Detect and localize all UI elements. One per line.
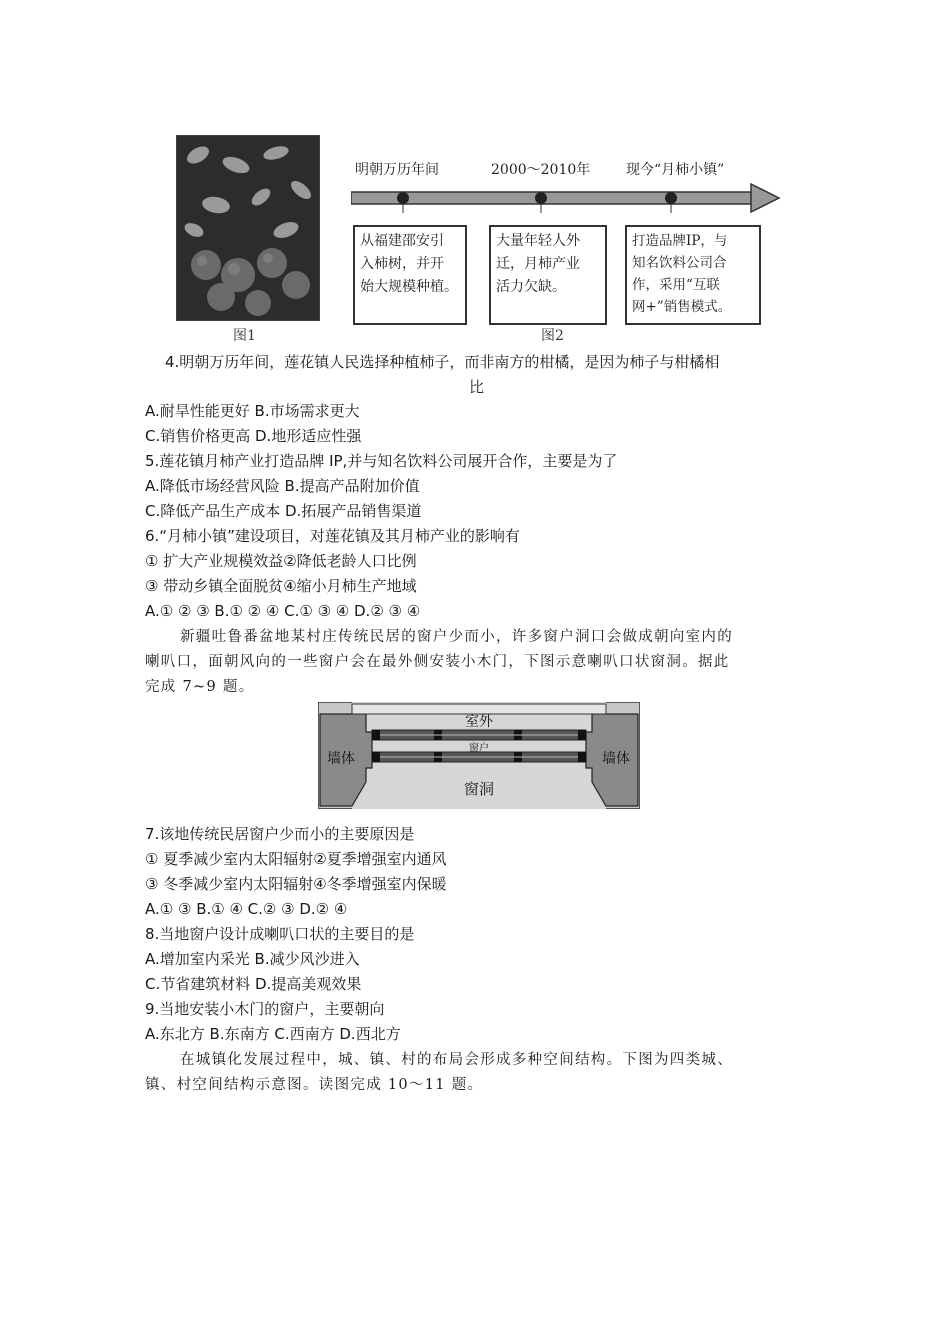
q6-stem: 6.“月柿小镇”建设项目，对莲花镇及其月柿产业的影响有 <box>145 527 520 545</box>
q6-options: A.① ② ③ B.① ② ④ C.① ③ ④ D.② ③ ④ <box>145 602 421 620</box>
q6-item-1: ① 扩大产业规模效益②降低老龄人口比例 <box>145 552 417 570</box>
intro-7-9-line-3: 完成 7~9 题。 <box>145 679 255 695</box>
figure-1-caption: 图1 <box>233 328 256 344</box>
intro-10-11-line-2: 镇、村空间结构示意图。读图完成 10～11 题。 <box>145 1077 484 1093</box>
intro-7-9-line-2: 喇叭口，面朝风向的一些窗户会在最外侧安装小木门，下图示意喇叭口状窗洞。据此 <box>145 654 730 670</box>
timeline-label-ming: 明朝万历年间 <box>355 162 439 178</box>
q9-stem: 9.当地安装小木门的窗户，主要朝向 <box>145 1000 385 1018</box>
q5-options-cd: C.降低产品生产成本 D.拓展产品销售渠道 <box>145 502 422 520</box>
timeline-arrow <box>351 183 781 213</box>
box-line: 入柿树，并开 <box>360 256 444 272</box>
box-line: 网+”销售模式。 <box>632 299 732 315</box>
intro-7-9-line-1: 新疆吐鲁番盆地某村庄传统民居的窗户少而小，许多窗户洞口会做成朝向室内的 <box>180 629 733 645</box>
q4-options-cd: C.销售价格更高 D.地形适应性强 <box>145 427 362 445</box>
label-outside: 室外 <box>465 714 493 730</box>
box-line: 从福建邵安引 <box>360 233 444 249</box>
box-line: 大量年轻人外 <box>496 233 580 249</box>
q7-stem: 7.该地传统民居窗户少而小的主要原因是 <box>145 825 415 843</box>
persimmon-tree-photo <box>176 135 320 321</box>
q5-options-ab: A.降低市场经营风险 B.提高产品附加价值 <box>145 477 420 495</box>
box-line: 始大规模种植。 <box>360 279 458 295</box>
box-line: 打造品牌IP，与 <box>632 233 728 249</box>
box-line: 知名饮料公司合 <box>632 255 727 271</box>
timeline-label-2000s: 2000～2010年 <box>491 162 591 178</box>
q4-stem: 4.明朝万历年间，莲花镇人民选择种植柿子，而非南方的柑橘，是因为柿子与柑橘相 <box>165 353 720 371</box>
box-line: 活力欠缺。 <box>496 279 566 295</box>
q8-stem: 8.当地窗户设计成喇叭口状的主要目的是 <box>145 925 415 943</box>
label-wall-left: 墙体 <box>327 751 355 767</box>
intro-10-11-line-1: 在城镇化发展过程中，城、镇、村的布局会形成多种空间结构。下图为四类城、 <box>180 1052 733 1068</box>
label-wall-right: 墙体 <box>602 751 630 767</box>
timeline-box-ming <box>353 225 467 325</box>
q7-item-2: ③ 冬季减少室内太阳辐射④冬季增强室内保暖 <box>145 875 447 893</box>
timeline <box>351 155 781 315</box>
box-line: 作，采用“互联 <box>632 277 720 293</box>
window-diagram <box>318 702 640 809</box>
label-window: 窗户 <box>469 743 489 754</box>
figure-row <box>176 135 786 345</box>
q6-item-2: ③ 带动乡镇全面脱贫④缩小月柿生产地域 <box>145 577 417 595</box>
timeline-box-today <box>625 225 761 325</box>
timeline-label-today: 现今“月柿小镇” <box>626 162 725 178</box>
box-line: 迁，月柿产业 <box>496 256 580 272</box>
q4-options-ab: A.耐旱性能更好 B.市场需求更大 <box>145 402 360 420</box>
q8-options-ab: A.增加室内采光 B.减少风沙进入 <box>145 950 360 968</box>
figure-2-caption: 图2 <box>541 328 564 344</box>
q9-options: A.东北方 B.东南方 C.西南方 D.西北方 <box>145 1025 401 1043</box>
timeline-box-2000s <box>489 225 607 325</box>
q7-item-1: ① 夏季减少室内太阳辐射②夏季增强室内通风 <box>145 850 447 868</box>
label-opening: 窗洞 <box>463 780 495 798</box>
q7-options: A.① ③ B.① ④ C.② ③ D.② ④ <box>145 900 348 918</box>
q5-stem: 5.莲花镇月柿产业打造品牌 IP,并与知名饮料公司展开合作，主要是为了 <box>145 452 618 470</box>
q4-stem-cont: 比 <box>469 378 485 396</box>
q8-options-cd: C.节省建筑材料 D.提高美观效果 <box>145 975 362 993</box>
